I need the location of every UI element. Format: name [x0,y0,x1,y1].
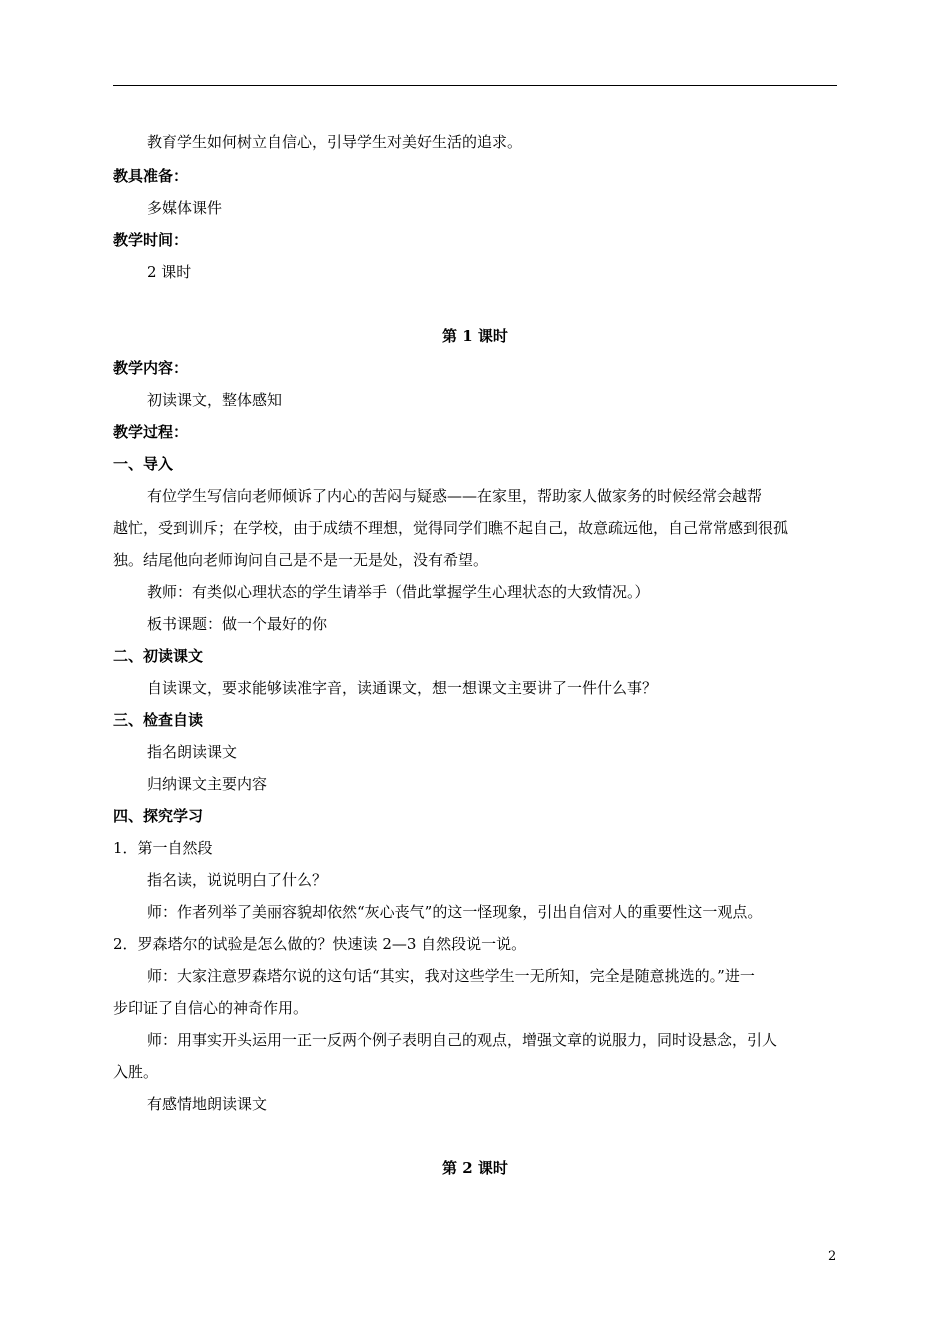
tools-text: 多媒体课件 [147,199,223,217]
time-text: 2 课时 [147,263,192,281]
section3-line: 归纳课文主要内容 [147,775,268,793]
item1-answer: 师：作者列举了美丽容貌却依然“灰心丧气”的这一怪现象，引出自信对人的重要性这一观点。 [147,903,763,921]
intro-paragraph-line: 独。结尾他向老师询问自己是不是一无是处，没有希望。 [113,551,489,569]
intro-paragraph-line: 有位学生写信向老师倾诉了内心的苦闷与疑惑——在家里，帮助家人做家务的时候经常会越帮 [147,487,763,505]
lesson2-title: 第 2 课时 [442,1159,508,1177]
item2-answer-line: 步印证了自信心的神奇作用。 [113,999,309,1017]
item1-question: 指名读，说说明白了什么？ [147,871,328,889]
item2-answer-line: 师：用事实开头运用一正一反两个例子表明自己的观点，增强文章的说服力，同时设悬念，引人 [147,1031,778,1049]
board-title-line: 板书课题：做一个最好的你 [147,615,328,633]
header-rule [113,85,837,86]
item2-title: 2．罗森塔尔的试验是怎么做的？快速读 2—3 自然段说一说。 [113,935,527,953]
section3-line: 指名朗读课文 [147,743,238,761]
item2-answer-line: 师：大家注意罗森塔尔说的这句话“其实，我对这些学生一无所知，完全是随意挑选的。”进一 [147,967,755,985]
item2-answer-line: 入胜。 [113,1063,159,1081]
process-heading: 教学过程： [113,423,189,441]
content-text: 初读课文，整体感知 [147,391,283,409]
section2-text: 自读课文，要求能够读准字音，读通课文，想一想课文主要讲了一件什么事？ [147,679,658,697]
item1-title: 1．第一自然段 [113,839,213,857]
section3-heading: 三、检查自读 [113,711,204,729]
section4-heading: 四、探究学习 [113,807,204,825]
lesson1-title: 第 1 课时 [442,327,508,345]
tools-heading: 教具准备： [113,167,189,185]
section2-heading: 二、初读课文 [113,647,204,665]
intro-paragraph-line: 越忙，受到训斥；在学校，由于成绩不理想，觉得同学们瞧不起自己，故意疏远他，自己常常感到很孤 [113,519,789,537]
teacher-line: 教师：有类似心理状态的学生请举手（借此掌握学生心理状态的大致情况。） [147,583,650,601]
reading-line: 有感情地朗读课文 [147,1095,268,1113]
goal-text: 教育学生如何树立自信心，引导学生对美好生活的追求。 [147,133,523,151]
time-heading: 教学时间： [113,231,189,249]
page-number: 2 [828,1249,837,1264]
section1-heading: 一、导入 [113,455,174,473]
content-heading: 教学内容： [113,359,189,377]
